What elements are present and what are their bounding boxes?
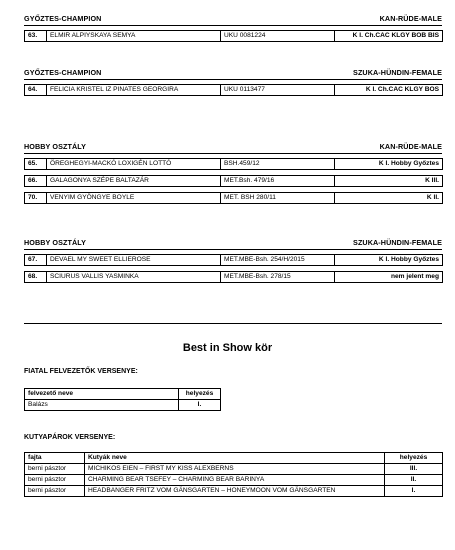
table-row	[25, 193, 443, 204]
registration-number: UKU 0113477	[221, 85, 335, 96]
registration-number: MET.Bsh. 479/16	[221, 176, 335, 187]
dog-pair: HEADBANGER FRITZ VOM GÄNSGARTEN – HONEYMOON VOM GÄNSGARTEN	[85, 486, 385, 497]
dog-name: SCIURUS VALLIS YASMINKA	[47, 272, 221, 283]
dog-name: DEVAEL MY SWEET ELLIEROSE	[47, 255, 221, 266]
pairs-table	[24, 452, 443, 497]
young-handlers-table	[24, 388, 221, 411]
section-header	[24, 14, 442, 26]
placement: I.	[385, 486, 443, 497]
column-header: Kutyák neve	[85, 453, 385, 464]
catalog-number: 65.	[25, 159, 47, 170]
dog-name: ÖREGHEGYI-MACKÓ LOXIGÉN LOTTÓ	[47, 159, 221, 170]
sex-title: SZUKA-HÜNDIN-FEMALE	[353, 238, 442, 247]
dog-name: VENYIM GYÖNGYE BOYLE	[47, 193, 221, 204]
catalog-number: 63.	[25, 31, 47, 42]
placement: III.	[385, 464, 443, 475]
table-row	[25, 159, 443, 170]
column-header: helyezés	[385, 453, 443, 464]
entries-table	[24, 84, 443, 96]
catalog-number: 66.	[25, 176, 47, 187]
catalog-number: 68.	[25, 272, 47, 283]
table-header-row	[25, 389, 221, 400]
class-title: HOBBY OSZTÁLY	[24, 238, 87, 247]
class-title: GYŐZTES-CHAMPION	[24, 68, 102, 77]
entries-table	[24, 254, 443, 283]
breed: berni pásztor	[25, 486, 85, 497]
result: K I. Ch.CAC KLGY BOS	[335, 85, 443, 96]
result: K I. Hobby Győztes	[335, 255, 443, 266]
table-row	[25, 31, 443, 42]
class-section	[24, 14, 442, 42]
result: K I. Hobby Győztes	[335, 159, 443, 170]
registration-number: MET.MBE-Bsh. 278/15	[221, 272, 335, 283]
dog-name: GALAGONYA SZÉPE BALTAZÁR	[47, 176, 221, 187]
catalog-number: 67.	[25, 255, 47, 266]
result: K III.	[335, 176, 443, 187]
sex-title: KAN-RÜDE-MALE	[379, 142, 442, 151]
sex-title: KAN-RÜDE-MALE	[379, 14, 442, 23]
catalog-number: 70.	[25, 193, 47, 204]
registration-number: UKU 0081224	[221, 31, 335, 42]
placement: I.	[179, 400, 221, 411]
table-row	[25, 255, 443, 266]
sex-title: SZUKA-HÜNDIN-FEMALE	[353, 68, 442, 77]
table-row	[25, 272, 443, 283]
class-section	[24, 238, 442, 283]
column-header: felvezető neve	[25, 389, 179, 400]
dog-pair: CHARMING BEAR TSEFEY – CHARMING BEAR BARINYA	[85, 475, 385, 486]
breed: berni pásztor	[25, 475, 85, 486]
table-row	[25, 486, 443, 497]
divider	[24, 323, 442, 324]
class-section	[24, 142, 442, 204]
pairs-heading: KUTYAPÁROK VERSENYE:	[24, 434, 116, 441]
table-row	[25, 475, 443, 486]
registration-number: BSH.459/12	[221, 159, 335, 170]
result: K II.	[335, 193, 443, 204]
table-row	[25, 400, 221, 411]
table-row	[25, 176, 443, 187]
dog-name: ELMIR ALPIYSKAYA SEMYA	[47, 31, 221, 42]
class-title: HOBBY OSZTÁLY	[24, 142, 87, 151]
section-header	[24, 68, 442, 80]
entries-table	[24, 30, 443, 42]
class-section	[24, 68, 442, 96]
catalog-number: 64.	[25, 85, 47, 96]
class-title: GYŐZTES-CHAMPION	[24, 14, 102, 23]
table-row	[25, 464, 443, 475]
dog-name: FELICIA KRISTEL IZ PINATES GEORGIRA	[47, 85, 221, 96]
section-header	[24, 142, 442, 154]
section-header	[24, 238, 442, 250]
young-handlers-heading: FIATAL FELVEZETŐK VERSENYE:	[24, 368, 138, 375]
table-header-row	[25, 453, 443, 464]
table-row	[25, 85, 443, 96]
column-header: helyezés	[179, 389, 221, 400]
registration-number: MET.MBE-Bsh. 254/H/2015	[221, 255, 335, 266]
handler-name: Balázs	[25, 400, 179, 411]
page-title: Best in Show kör	[182, 342, 273, 354]
placement: II.	[385, 475, 443, 486]
entries-table	[24, 158, 443, 204]
result: nem jelent meg	[335, 272, 443, 283]
dog-pair: MICHIKOS EIEN – FIRST MY KISS ALEXBERNS	[85, 464, 385, 475]
column-header: fajta	[25, 453, 85, 464]
result: K I. Ch.CAC KLGY BOB BIS	[335, 31, 443, 42]
breed: berni pásztor	[25, 464, 85, 475]
registration-number: MET. BSH 280/11	[221, 193, 335, 204]
